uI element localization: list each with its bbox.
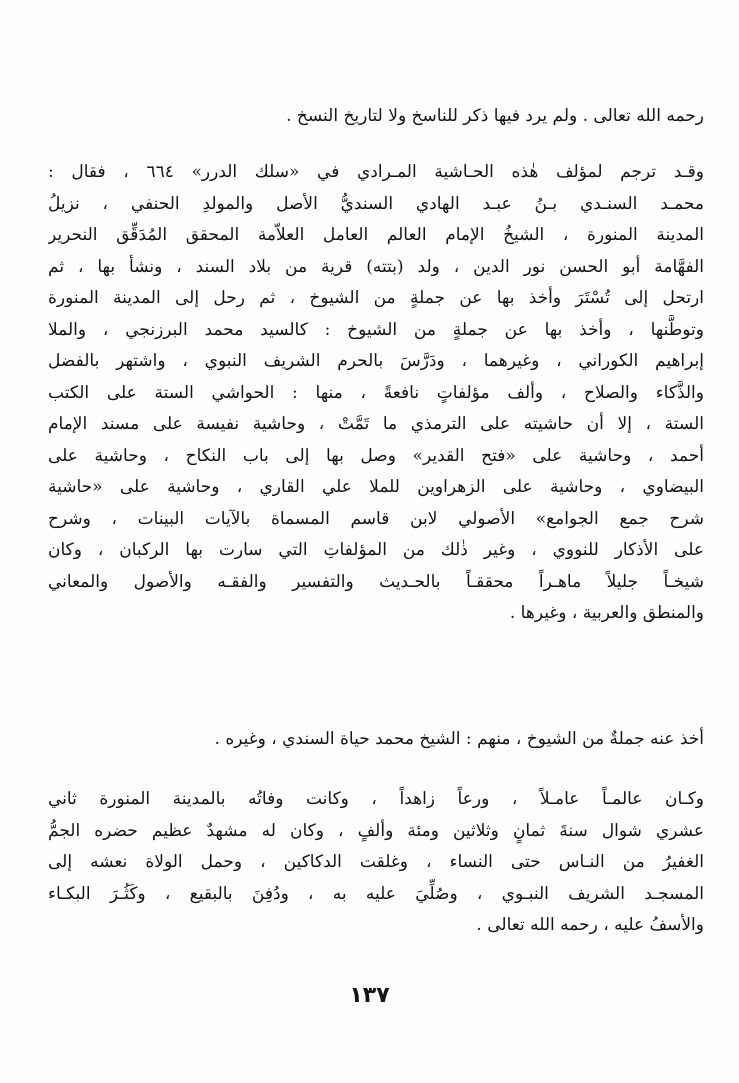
paragraph-death [48,784,704,942]
text-line: إبراهيم الكوراني ، وغيرهما ، ودَرَّسَ بالحرم الشريف النبوي ، واشتهر بالفضل [48,351,704,371]
text-line: البيضاوي ، وحاشية على الزهراوين للملا علي القاري ، وحاشية على «حاشية [48,477,704,497]
page-number: ١٣٧ [349,983,390,1008]
text-line: الفهَّامة أبو الحسن نور الدين ، ولد (بتته) قرية من بلاد السند ، ونشأ بها ، ثم [48,256,704,277]
text-line: الستة ، إلا أن حاشيته على الترمذي ما تَمَّتْ ، وحاشية نفيسة على مسند الإمام [48,414,704,434]
text-line: والأسفُ عليه ، رحمه الله تعالى . [476,915,704,935]
text-line: عشري شوال سنةَ ثمانٍ وثلاثين ومئة وألفٍ ، وكان له مشهدٌ عظيم حضره الجمُّ [48,820,704,841]
paragraph-colophon-note [48,101,704,133]
text-line: وكـان عالمـاً عامـلاً ، ورعاً زاهداً ، وكانت وفاتُه بالمدينة المنورة ثاني [48,789,704,809]
paragraph-students [48,724,704,756]
text-line: أحمد ، وحاشية على «فتح القدير» وصل بها إلى باب النكاح ، وحاشية على [48,445,704,466]
text-line: المدينة المنورة ، الشيخُ الإمام العالم العامل العلاّمة المحقق المُدَقِّق النحرير [48,225,704,245]
text-line: والمنطق والعربية ، وغيرها . [509,603,704,623]
text-line: محمـد السنـدي بـنُ عبـد الهادي السنديُّ الأصل والمولدِ الحنفي ، نزيلُ [48,193,704,214]
text-line: رحمه الله تعالى . ولم يرد فيها ذكر للناسخ ولا لتاريخ النسخ . [286,106,704,126]
text-line: والذَّكاء والصلاح ، وألف مؤلفاتٍ نافعةً ، منها : الحواشي الستة على الكتب [48,382,704,403]
text-line: أخذ عنه جملةٌ من الشيوخ ، منهم : الشيخ محمد حياة السندي ، وغيره . [214,729,704,749]
text-line: المسجـد الشريف النبـوي ، وصُلِّيَ عليه به ، ودُفِنَ بالبقيع ، وكَثُـرَ البكـاء [48,883,704,904]
text-line: وقـد ترجم لمؤلف هٰذه الحـاشية المـرادي في «سلك الدرر» ٦٦٤ ، فقال : [48,162,704,182]
text-line: ارتحل إلى تُسْتَرَ وأخذ بها عن جملةٍ من الشيوخ ، ثم رحل إلى المدينة المنورة [48,288,704,308]
text-line: شيخـاً جليلاً ماهـراً محققـاً بالحـديث والتفسير والفقـه والأصول والمعاني [48,571,704,592]
text-line: وتوطَّنها ، وأخذ بها عن جملةٍ من الشيوخ : كالسيد محمد البرزنجي ، والملا [48,319,704,340]
paragraph-biography [48,157,704,630]
text-line: على الأذكار للنووي ، وغير ذٰلك من المؤلفاتِ التي سارت بها الركبان ، وكان [48,540,704,560]
text-line: الغفيرُ من النـاس حتى النساء ، وغلقت الدكاكين ، وحمل الولاة نعشه إلى [48,852,704,872]
text-line: شرح جمع الجوامع» الأصولي لابن قاسم المسماة بالآيات البينات ، وشرح [48,508,704,529]
